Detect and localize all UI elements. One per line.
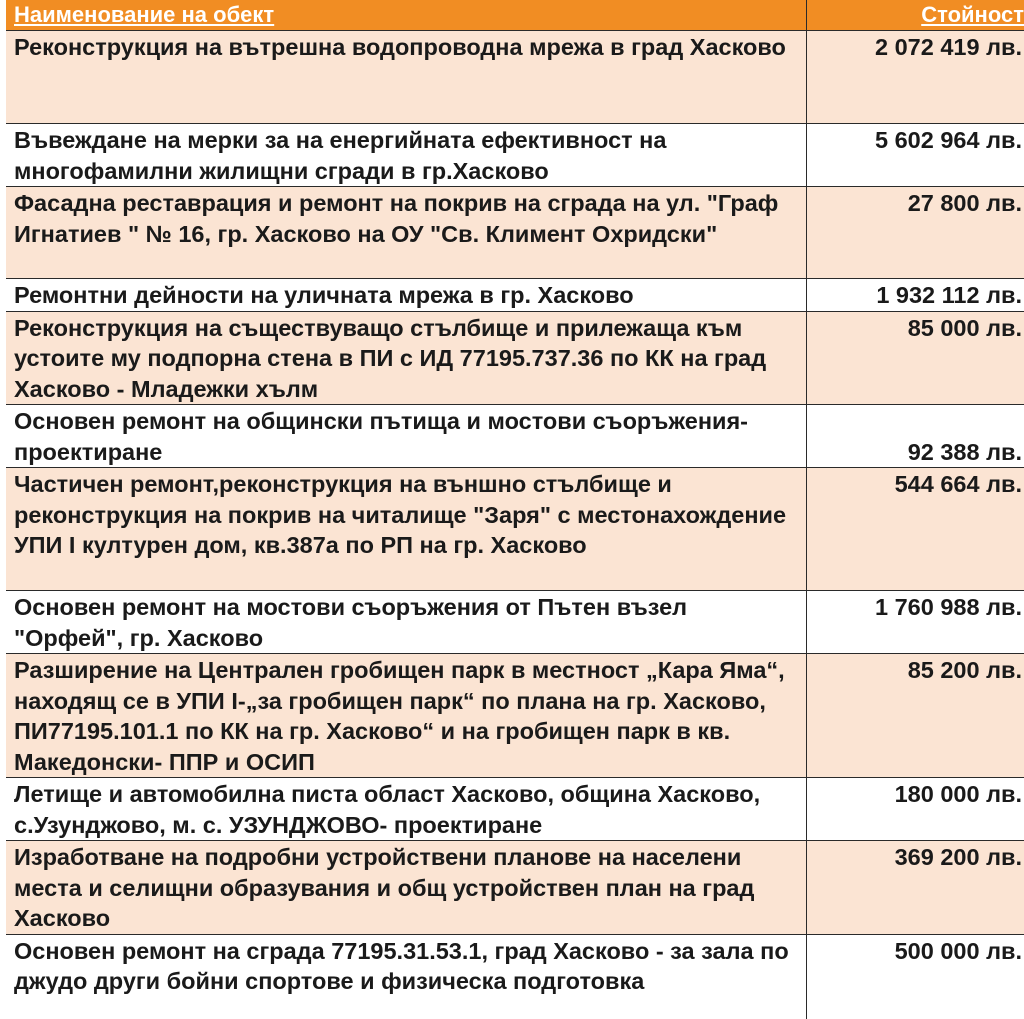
project-name: Разширение на Централен гробищен парк в местност „Кара Яма“, находящ се в УПИ I-„за гробищен парк“ по плана на гр. Хасково, ПИ77195.101.1 по КК на гр. Хасково“ и на гробищен парк в кв. Македонски- ППР и ОСИП	[6, 654, 806, 778]
projects-sheet	[6, 0, 1024, 1019]
project-cost: 5 602 964 лв.	[806, 124, 1024, 187]
table-row	[6, 31, 1024, 124]
project-cost: 500 000 лв.	[806, 934, 1024, 1019]
table-row	[6, 124, 1024, 187]
project-cost: 27 800 лв.	[806, 187, 1024, 279]
table-row	[6, 654, 1024, 778]
project-cost: 180 000 лв.	[806, 778, 1024, 841]
project-name: Летище и автомобилна писта област Хасково, община Хасково, с.Узунджово, м. с. УЗУНДЖОВО- проектиране	[6, 778, 806, 841]
project-name: Основен ремонт на мостови съоръжения от Пътен възел "Орфей", гр. Хасково	[6, 591, 806, 654]
project-cost: 369 200 лв.	[806, 841, 1024, 935]
project-name: Реконструкция на вътрешна водопроводна мрежа в град Хасково	[6, 31, 806, 124]
table-row	[6, 591, 1024, 654]
header-cost: Стойност	[806, 0, 1024, 31]
table-row	[6, 311, 1024, 405]
table-row	[6, 934, 1024, 1019]
project-cost: 2 072 419 лв.	[806, 31, 1024, 124]
project-name: Основен ремонт на общински пътища и мостови съоръжения- проектиране	[6, 405, 806, 468]
project-name: Ремонтни дейности на уличната мрежа в гр. Хасково	[6, 279, 806, 312]
project-cost: 92 388 лв.	[806, 405, 1024, 468]
project-name: Изработване на подробни устройствени планове на населени места и селищни образувания и общ устройствен план на град Хасково	[6, 841, 806, 935]
project-cost: 1 932 112 лв.	[806, 279, 1024, 312]
project-cost: 85 000 лв.	[806, 311, 1024, 405]
header-name: Наименование на обект	[6, 0, 806, 31]
table-row	[6, 279, 1024, 312]
table-row	[6, 841, 1024, 935]
table-row	[6, 187, 1024, 279]
project-cost: 544 664 лв.	[806, 468, 1024, 591]
project-name: Фасадна реставрация и ремонт на покрив на сграда на ул. "Граф Игнатиев " № 16, гр. Хасково на ОУ "Св. Климент Охридски"	[6, 187, 806, 279]
project-name: Частичен ремонт,реконструкция на външно стълбище и реконструкция на покрив на читалище "Заря" с местонахождение УПИ I културен дом, кв.387а по РП на гр. Хасково	[6, 468, 806, 591]
table-header-row	[6, 0, 1024, 31]
table-row	[6, 468, 1024, 591]
project-cost: 1 760 988 лв.	[806, 591, 1024, 654]
table-row	[6, 405, 1024, 468]
project-cost: 85 200 лв.	[806, 654, 1024, 778]
table-row	[6, 778, 1024, 841]
projects-table	[6, 0, 1024, 1019]
project-name: Реконструкция на съществуващо стълбище и прилежаща към устоите му подпорна стена в ПИ с ИД 77195.737.36 по КК на град Хасково - Младежки хълм	[6, 311, 806, 405]
project-name: Основен ремонт на сграда 77195.31.53.1, град Хасково - за зала по джудо други бойни спортове и физическа подготовка	[6, 934, 806, 1019]
project-name: Въвеждане на мерки за на енергийната ефективност на многофамилни жилищни сгради в гр.Хасково	[6, 124, 806, 187]
